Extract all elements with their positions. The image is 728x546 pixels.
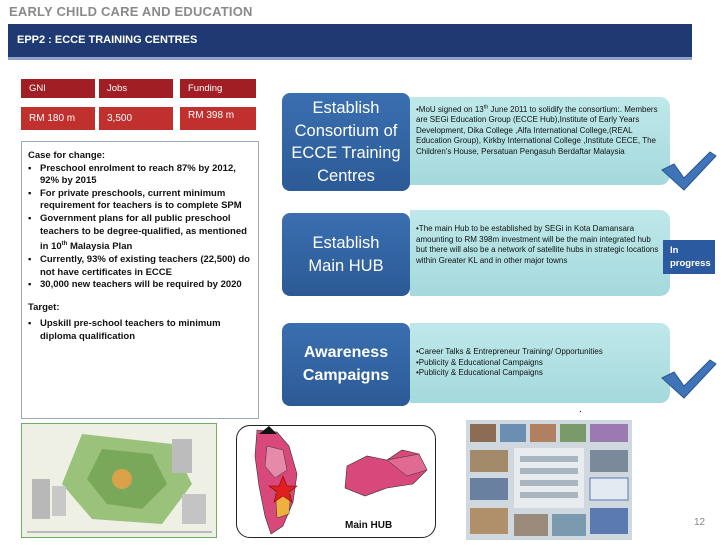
jobs-label: Jobs — [99, 79, 173, 98]
case-point: ▪ Preschool enrolment to reach 87% by 2012, 92% by 2015 — [28, 163, 252, 188]
completed-check-icon — [660, 356, 718, 400]
awareness-line: •Publicity & Educational Campaigns — [416, 368, 543, 378]
main-hub-panel — [410, 210, 670, 296]
in-progress-badge: In progress — [663, 240, 715, 274]
step-main-hub-title: Establish Main HUB — [308, 234, 384, 275]
case-point: ▪ Government plans for all public preschool teachers to be degree-qualified, as mentioned in 10th Malaysia Plan — [28, 213, 252, 254]
step-main-hub — [282, 213, 410, 296]
campus-collage-image — [466, 420, 632, 540]
target-heading: Target: — [28, 301, 60, 313]
page-number: 12 — [694, 517, 706, 528]
site-plan-image — [21, 423, 217, 538]
target-list — [28, 318, 252, 343]
consortium-text: •MoU signed on 13th June 2011 to solidify the consortium:. Members are SEGi Education Group (ECCE Hub),Institute of Early Years Development, Dika College ,Alfa International College,(REAL Education Group), Kirkby International College ,Institute CECE, The Children's House, Persatuan Pengasuh Berdaftar Malaysia — [416, 104, 658, 157]
step-awareness-title: Awareness Campaigns — [302, 344, 390, 384]
completed-check-icon — [660, 148, 718, 192]
jobs-value: 3,500 — [99, 107, 173, 130]
case-for-change-box — [21, 141, 259, 419]
awareness-panel — [410, 323, 670, 403]
case-point: ▪ 30,000 new teachers will be required by 2020 — [28, 279, 252, 292]
case-point: ▪ For private preschools, current minimum requirement for teachers is to complete SPM — [28, 188, 252, 213]
awareness-line: •Publicity & Educational Campaigns — [416, 357, 543, 367]
awareness-line: •Career Talks & Entrepreneur Training/ Opportunities — [416, 347, 603, 356]
step-awareness — [282, 323, 410, 406]
consortium-panel — [410, 97, 670, 185]
main-hub-text: •The main Hub to be established by SEGi in Kota Damansara amounting to RM 398m investment will be the main integrated hub but there will also be a network of satellite hubs in strategic locations within Greater KL and in other major towns — [416, 224, 659, 265]
step-consortium-title: Establish Consortium of ECCE Training Centres — [291, 99, 401, 185]
step-consortium — [282, 93, 410, 191]
section-banner — [8, 24, 692, 60]
target-point: • Upskill pre-school teachers to minimum diploma qualification — [28, 318, 252, 343]
funding-value: RM 398 m — [180, 107, 256, 130]
case-point: ▪ Currently, 93% of existing teachers (22,500) do not have certificates in ECCE — [28, 254, 252, 279]
funding-label: Funding — [180, 79, 256, 98]
gni-value: RM 180 m — [21, 107, 95, 130]
case-list — [28, 163, 252, 292]
malaysia-map — [236, 425, 436, 538]
map-label: Main HUB — [345, 520, 393, 531]
case-heading: Case for change: — [28, 150, 106, 161]
banner-title: EPP2 : ECCE TRAINING CENTRES — [17, 34, 198, 46]
page-title: EARLY CHILD CARE AND EDUCATION — [9, 4, 253, 19]
gni-label: GNI — [21, 79, 95, 98]
